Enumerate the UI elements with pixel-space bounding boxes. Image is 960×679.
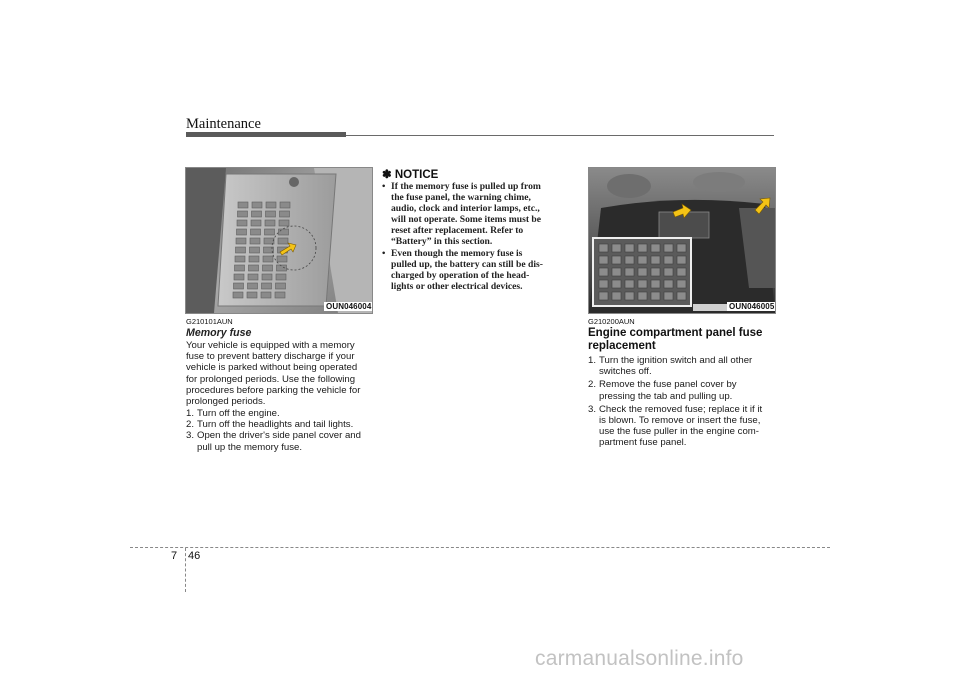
- page-header-title: Maintenance: [186, 116, 261, 132]
- notice-line: “Battery” in this section.: [391, 236, 493, 248]
- fuse-cell: [251, 220, 261, 226]
- fuse-cell: [277, 256, 287, 262]
- relay-cell: [638, 268, 647, 276]
- relay-cell: [664, 244, 673, 252]
- relay-cell: [625, 280, 634, 288]
- fuse-cell: [247, 292, 257, 298]
- step-text: pull up the memory fuse.: [197, 441, 303, 453]
- step-text: Turn off the engine.: [197, 408, 280, 419]
- paragraph-line: fuse to prevent battery discharge if your: [186, 351, 355, 363]
- fuse-cell: [249, 265, 259, 271]
- fuse-cell: [265, 220, 275, 226]
- notice-line: pulled up, the battery can still be dis-: [391, 258, 543, 270]
- step-number: 3.: [186, 430, 195, 442]
- memory-fuse-paragraph: [186, 340, 376, 407]
- relay-cell: [599, 256, 608, 264]
- asterisk-icon: ✽: [382, 169, 392, 181]
- step-item: [588, 355, 778, 377]
- notice-line: Even though the memory fuse is: [391, 247, 523, 259]
- fuse-cell: [234, 283, 244, 289]
- fuse-cell: [280, 211, 290, 217]
- relay-cell: [612, 256, 621, 264]
- fuse-cell: [250, 247, 260, 253]
- relay-cell: [599, 280, 608, 288]
- paragraph-line: vehicle is parked without being operated: [186, 362, 358, 374]
- relay-cell: [651, 244, 660, 252]
- relay-cell: [677, 280, 686, 288]
- notice-line: reset after replacement. Refer to: [391, 225, 524, 237]
- figure-code-left: OUN046004: [326, 302, 372, 311]
- paragraph-line: Your vehicle is equipped with a memory: [186, 340, 355, 351]
- paragraph-line: procedures before parking the vehicle for: [186, 384, 361, 396]
- fuse-cell: [263, 265, 273, 271]
- notice-line: audio, clock and interior lamps, etc.,: [391, 203, 540, 215]
- relay-cell: [625, 256, 634, 264]
- relay-cell: [664, 268, 673, 276]
- relay-cell: [599, 244, 608, 252]
- relay-cell: [612, 292, 621, 300]
- fuse-cell: [252, 211, 262, 217]
- paragraph-line: prolonged periods.: [186, 396, 266, 408]
- engine-compartment-photo-icon: [589, 168, 775, 313]
- step-item: [588, 379, 778, 401]
- relay-cell: [677, 244, 686, 252]
- step-number: 2.: [186, 419, 195, 431]
- bullet-icon: •: [382, 247, 386, 259]
- relay-cell: [638, 256, 647, 264]
- fuse-cell: [233, 292, 243, 298]
- fuse-cell: [276, 274, 286, 280]
- relay-cell: [638, 244, 647, 252]
- fuse-cell: [261, 292, 271, 298]
- fuse-panel-photo-icon: [186, 168, 372, 313]
- fuse-cell: [234, 274, 244, 280]
- fuse-cell: [279, 229, 289, 235]
- fuse-cell: [276, 283, 286, 289]
- footer-rule: [130, 547, 830, 548]
- engine-fuse-steps: [588, 355, 778, 449]
- relay-cell: [664, 256, 673, 264]
- page-section-number: 7: [171, 550, 178, 562]
- relay-cell: [625, 292, 634, 300]
- step-text: partment fuse panel.: [599, 437, 687, 449]
- step-text: Turn the ignition switch and all other: [599, 355, 753, 366]
- fuse-cell: [238, 202, 248, 208]
- fuse-cell: [252, 202, 262, 208]
- notice-line: will not operate. Some items must be: [391, 214, 542, 226]
- step-text: use the fuse puller in the engine com-: [599, 426, 759, 438]
- heading-line: replacement: [588, 339, 656, 352]
- relay-cell: [651, 280, 660, 288]
- fuse-cell: [277, 265, 287, 271]
- fuse-cell: [236, 247, 246, 253]
- step-item: [186, 408, 378, 419]
- notice-line: If the memory fuse is pulled up from: [391, 181, 541, 192]
- notice-line: lights or other electrical devices.: [391, 280, 523, 292]
- page-number: 46: [188, 550, 201, 562]
- fuse-cell: [249, 256, 259, 262]
- fuse-cell: [265, 229, 275, 235]
- relay-cell: [612, 280, 621, 288]
- relay-cell: [625, 268, 634, 276]
- fuse-cell: [235, 265, 245, 271]
- step-text: switches off.: [599, 366, 652, 378]
- relay-cell: [612, 268, 621, 276]
- step-item: [186, 419, 378, 430]
- memory-fuse-steps: [186, 408, 378, 453]
- relay-cell: [599, 268, 608, 276]
- step-number: 2.: [588, 379, 597, 391]
- step-item: [588, 404, 778, 449]
- fuse-cell: [251, 229, 261, 235]
- bullet-icon: •: [382, 181, 386, 192]
- step-number: 3.: [588, 403, 597, 415]
- step-text: Open the driver's side panel cover and: [197, 430, 361, 442]
- notice-bullet: [382, 248, 574, 292]
- memory-fuse-figure: [185, 167, 373, 314]
- relay-cell: [638, 280, 647, 288]
- fuse-cell: [263, 256, 273, 262]
- fuse-cell: [235, 256, 245, 262]
- step-text: Check the removed fuse; replace it if it: [599, 403, 763, 415]
- fuse-cell: [250, 238, 260, 244]
- relay-cell: [651, 256, 660, 264]
- step-text: Turn off the headlights and tail lights.: [197, 419, 354, 431]
- fuse-cell: [262, 283, 272, 289]
- step-number: 1.: [186, 408, 195, 419]
- fuse-cell: [238, 211, 248, 217]
- notice-title: NOTICE: [394, 169, 439, 181]
- fuse-cell: [248, 274, 258, 280]
- relay-cell: [664, 280, 673, 288]
- fuse-cell: [280, 202, 290, 208]
- fuse-cell: [278, 238, 288, 244]
- notice-heading: [382, 167, 438, 181]
- step-text: Remove the fuse panel cover by: [599, 379, 737, 391]
- relay-cell: [599, 292, 608, 300]
- relay-cell: [625, 244, 634, 252]
- footer-divider: [185, 548, 186, 592]
- fuse-cell: [279, 220, 289, 226]
- relay-cell: [612, 244, 621, 252]
- notice-line: the fuse panel, the warning chime,: [391, 192, 531, 204]
- relay-cell: [677, 256, 686, 264]
- heading-line: Engine compartment panel fuse: [588, 327, 763, 339]
- fuse-cell: [266, 202, 276, 208]
- fuse-cell: [237, 220, 247, 226]
- notice-bullet: [382, 181, 574, 248]
- relay-cell: [677, 292, 686, 300]
- relay-cell: [638, 292, 647, 300]
- notice-line: charged by operation of the head-: [391, 269, 530, 281]
- fuse-cell: [237, 229, 247, 235]
- figure-code-right: OUN046005: [729, 302, 775, 311]
- section-code-right: G210200AUN: [588, 317, 635, 326]
- memory-fuse-heading: Memory fuse: [186, 327, 252, 339]
- relay-cell: [651, 292, 660, 300]
- header-accent-bar: [186, 132, 346, 137]
- step-item: [186, 430, 378, 452]
- notice-list: [382, 181, 574, 292]
- relay-cell: [651, 268, 660, 276]
- watermark: carmanualsonline.info: [535, 647, 744, 670]
- section-code-left: G210101AUN: [186, 317, 233, 326]
- step-number: 1.: [588, 355, 597, 366]
- relay-cell: [677, 268, 686, 276]
- fuse-cell: [236, 238, 246, 244]
- engine-compartment-figure: [588, 167, 776, 314]
- fuse-cell: [266, 211, 276, 217]
- relay-cell: [664, 292, 673, 300]
- paragraph-line: for prolonged periods. Use the following: [186, 373, 356, 385]
- fuse-cell: [275, 292, 285, 298]
- fuse-cell: [262, 274, 272, 280]
- engine-fuse-heading: [588, 327, 778, 352]
- step-text: pressing the tab and pulling up.: [599, 390, 733, 402]
- fuse-cell: [248, 283, 258, 289]
- step-text: is blown. To remove or insert the fuse,: [599, 415, 761, 427]
